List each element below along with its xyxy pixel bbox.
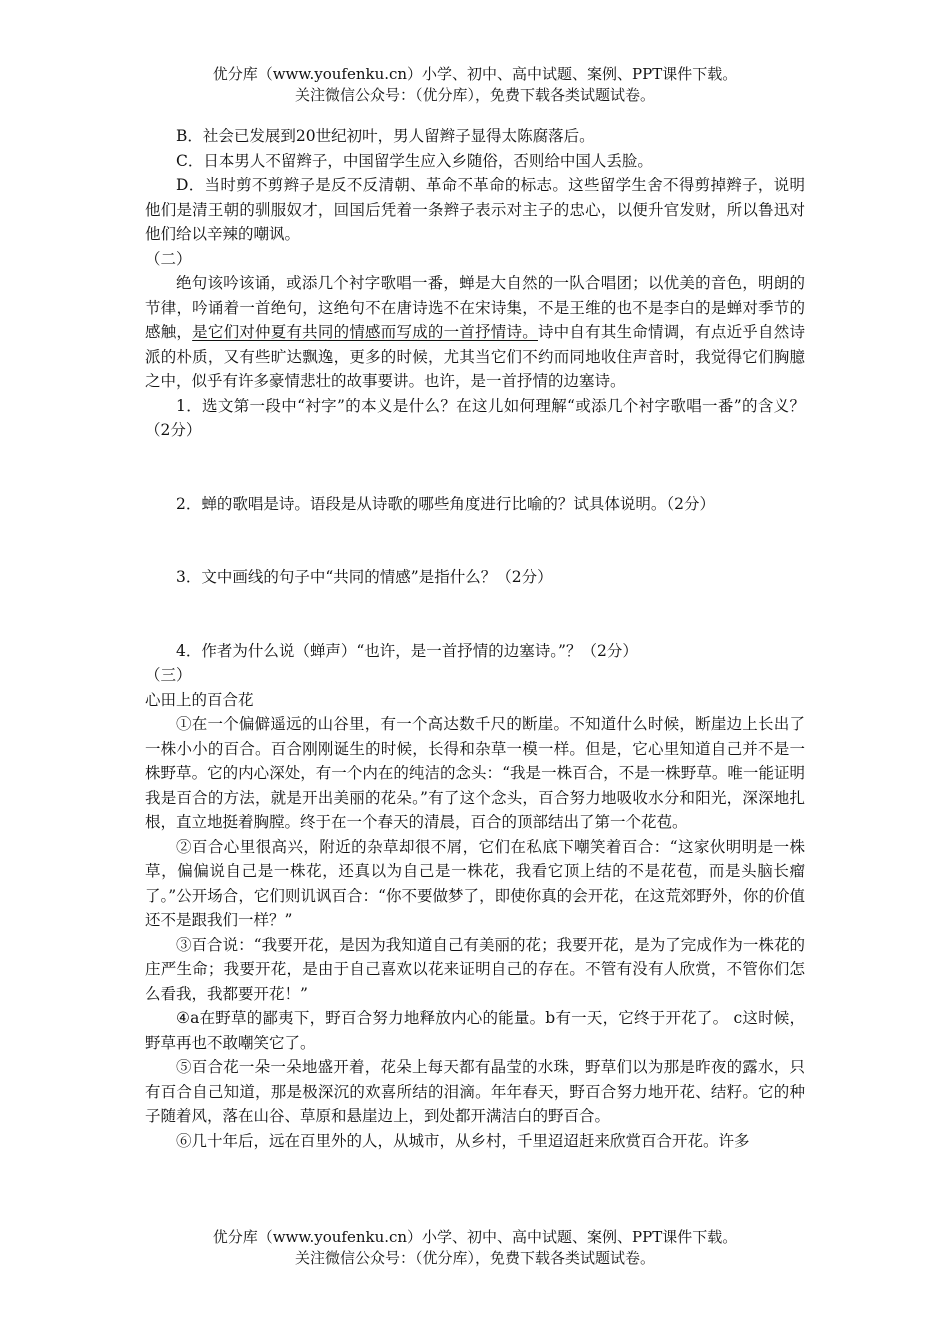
document-body	[145, 124, 805, 1153]
section-2-passage	[145, 271, 805, 394]
page-header	[0, 64, 950, 106]
passage-text-after: 诗中自有其生命情调，有点近乎自然诗派的朴质，又有些旷达飘逸，更多的时候，尤其当它们不约而同地收住声音时，我觉得它们胸臆之中，似乎有许多豪情悲壮的故事要讲。也许，是一首抒情的边塞诗。	[145, 323, 805, 390]
answer-space-3	[145, 590, 805, 639]
header-line-1: 优分库（www.youfenku.cn）小学、初中、高中试题、案例、PPT课件下载。	[212, 65, 738, 83]
underlined-sentence: 是它们对仲夏有共同的情感而写成的一首抒情诗。	[192, 323, 538, 341]
option-b: B．社会已发展到20世纪初叶，男人留辫子显得太陈腐落后。	[176, 127, 595, 145]
paragraph-5: ⑤百合花一朵一朵地盛开着，花朵上每天都有晶莹的水珠，野草们以为那是昨夜的露水，只有百合自己知道，那是极深沉的欢喜所结的泪滴。年年春天，野百合努力地开花、结籽。它的种子随着风，落在山谷、草原和悬崖边上，到处都开满洁白的野百合。	[145, 1058, 805, 1125]
question-3: 3．文中画线的句子中“共同的情感”是指什么？（2分）	[176, 568, 553, 586]
option-d: D．当时剪不剪辫子是反不反清朝、革命不革命的标志。这些留学生舍不得剪掉辫子，说明他们是清王朝的驯服奴才，回国后凭着一条辫子表示对主子的忠心，以便升官发财，所以鲁迅对他们给以辛辣的嘲讽。	[145, 176, 805, 243]
paragraph-1: ①在一个偏僻遥远的山谷里，有一个高达数千尺的断崖。不知道什么时候，断崖边上长出了一株小小的百合。百合刚刚诞生的时候，长得和杂草一模一样。但是，它心里知道自己并不是一株野草。它的内心深处，有一个内在的纯洁的念头：“我是一株百合，不是一株野草。唯一能证明我是百合的方法，就是开出美丽的花朵。”有了这个念头，百合努力地吸收水分和阳光，深深地扎根，直立地挺着胸膛。终于在一个春天的清晨，百合的顶部结出了第一个花苞。	[145, 715, 805, 831]
question-2: 2．蝉的歌唱是诗。语段是从诗歌的哪些角度进行比喻的？试具体说明。（2分）	[176, 494, 715, 513]
header-line-2: 关注微信公众号：（优分库），免费下载各类试题试卷。	[294, 86, 655, 104]
passage-text-before: 绝句该吟该诵，或添几个衬字歌唱一番，蝉是大自然的一队合唱团；以优美的音色，明朗的节律，吟诵着一首绝句，这绝句不在唐诗选不在宋诗集，不是王维的也不是李白的是蝉对季节的感触，	[145, 274, 805, 341]
page-footer	[0, 1227, 950, 1269]
answer-space-1	[145, 443, 805, 492]
question-1: 1．选文第一段中“衬字”的本义是什么？在这儿如何理解“或添几个衬字歌唱一番”的含义？（2分）	[145, 396, 805, 439]
paragraph-6: ⑥几十年后，远在百里外的人，从城市，从乡村，千里迢迢赶来欣赏百合开花。许多	[176, 1131, 750, 1150]
section-2-heading: （二）	[145, 249, 192, 268]
paragraph-3: ③百合说：“我要开花，是因为我知道自己有美丽的花；我要开花，是为了完成作为一株花的庄严生命；我要开花，是由于自己喜欢以花来证明自己的存在。不管有没有人欣赏，不管你们怎么看我，我都要开花！”	[145, 935, 805, 1003]
question-4: 4．作者为什么说（蝉声）“也许，是一首抒情的边塞诗。”？（2分）	[176, 641, 638, 660]
paragraph-2: ②百合心里很高兴，附近的杂草却很不屑，它们在私底下嘲笑着百合：“这家伙明明是一株草，偏偏说自己是一株花，还真以为自己是一株花，我看它顶上结的不是花苞，而是头脑长瘤了。”公开场合，它们则讥讽百合：“你不要做梦了，即使你真的会开花，在这荒郊野外，你的价值还不是跟我们一样？”	[145, 837, 805, 929]
answer-space-2	[145, 516, 805, 565]
option-c: C．日本男人不留辫子，中国留学生应入乡随俗，否则给中国人丢脸。	[176, 151, 653, 170]
section-3-title: 心田上的百合花	[145, 690, 254, 709]
paragraph-4: ④a在野草的鄙夷下，野百合努力地释放内心的能量。b有一天，它终于开花了。 c这时候，野草再也不敢嘲笑它了。	[145, 1009, 805, 1052]
footer-line-1: 优分库（www.youfenku.cn）小学、初中、高中试题、案例、PPT课件下载。	[212, 1228, 738, 1246]
footer-line-2: 关注微信公众号：（优分库），免费下载各类试题试卷。	[294, 1249, 655, 1267]
section-3-heading: （三）	[145, 666, 192, 684]
